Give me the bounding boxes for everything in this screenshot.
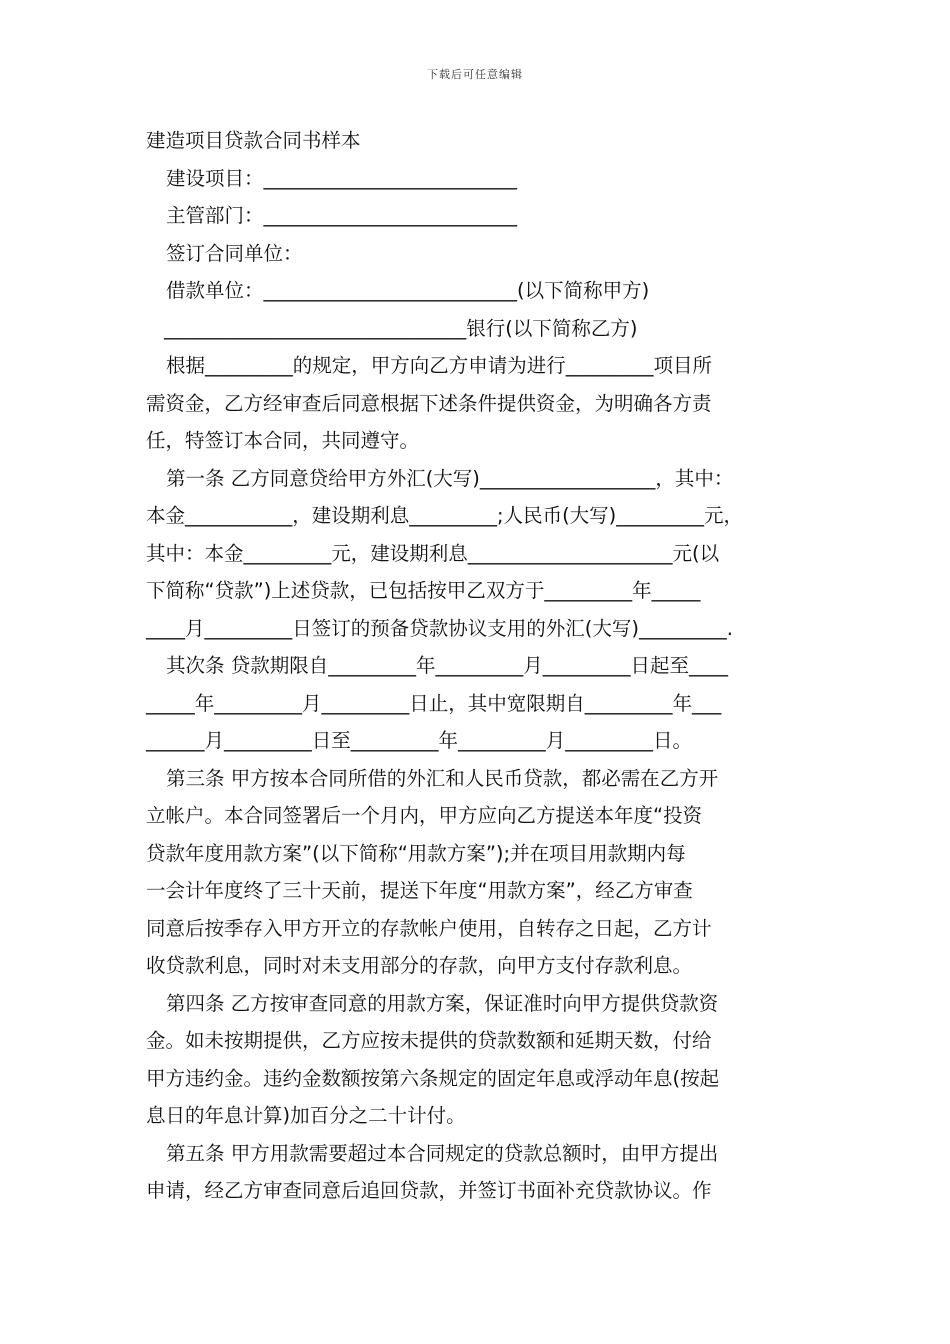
article-3-line-3: 贷款年度用款方案”(以下简称“用款方案”);并在项目用款期内每 [146, 841, 686, 865]
preamble-line-1: 根据_________的规定，甲方向乙方申请为进行_________项目所 [166, 354, 713, 377]
article-3-line-6: 收贷款利息，同时对未支用部分的存款，向甲方支付存款利息。 [146, 954, 693, 977]
field-borrower: 借款单位：__________________________(以下简称甲方) [166, 279, 650, 302]
preamble-line-3: 任，特签订本合同，共同遵守。 [146, 429, 420, 452]
article-2-line-2: _____年_________月_________日止，其中宽限期自_________年___ [146, 691, 722, 715]
article-1-line-4: 下简称“贷款”)上述贷款，已包括按甲乙双方于_________年_____ [146, 579, 701, 602]
document-title: 建造项目贷款合同书样本 [146, 129, 361, 152]
field-construction-project: 建设项目：__________________________ [166, 166, 518, 190]
article-3-line-4: 一会计年度终了三十天前，提送下年度“用款方案”，经乙方审查 [146, 879, 693, 902]
article-5-line-2: 申请，经乙方审查同意后追回贷款，并签订书面补充贷款协议。作 [146, 1179, 712, 1202]
article-4-line-4: 息日的年息计算)加百分之二十计付。 [146, 1104, 466, 1127]
article-4-line-1: 第四条 乙方按审查同意的用款方案，保证准时向甲方提供贷款资 [166, 991, 719, 1015]
field-lender-bank: _______________________________银行(以下简称乙方) [164, 316, 638, 340]
article-1-line-3: 其中：本金_________元，建设期利息_____________________元(以 [146, 541, 720, 565]
article-4-line-2: 金。如未按期提供，乙方应按未提供的贷款数额和延期天数，付给 [146, 1029, 712, 1052]
page-header-note: 下载后可任意编辑 [427, 68, 523, 81]
field-supervising-department: 主管部门：__________________________ [166, 204, 518, 227]
article-1-line-1: 第一条 乙方同意贷给甲方外汇(大写)__________________，其中： [166, 466, 734, 490]
article-3-line-2: 立帐户。本合同签署后一个月内，甲方应向乙方提送本年度“投资 [146, 804, 703, 827]
article-1-line-5: ____月_________日签订的预备贷款协议支用的外汇(大写)_________. [146, 616, 733, 640]
article-2-line-1: 其次条 贷款期限自_________年_________月_________日起至____ [166, 654, 728, 677]
article-5-line-1: 第五条 甲方用款需要超过本合同规定的贷款总额时，由甲方提出 [166, 1141, 719, 1165]
article-4-line-3: 甲方违约金。违约金数额按第六条规定的固定年息或浮动年息(按起 [146, 1066, 720, 1090]
article-1-line-2: 本金___________，建设期利息_________;人民币(大写)_________元， [146, 504, 744, 527]
article-3-line-5: 同意后按季存入甲方开立的存款帐户使用，自转存之日起，乙方计 [146, 916, 712, 940]
article-2-line-3: ______月_________日至_________年_________月_________日。 [146, 729, 693, 752]
field-contract-parties-heading: 签订合同单位： [166, 241, 303, 265]
preamble-line-2: 需资金，乙方经审查后同意根据下述条件提供资金，为明确各方责 [146, 391, 712, 415]
article-3-line-1: 第三条 甲方按本合同所借的外汇和人民币贷款，都必需在乙方开 [166, 766, 719, 790]
document-body [146, 122, 816, 1210]
